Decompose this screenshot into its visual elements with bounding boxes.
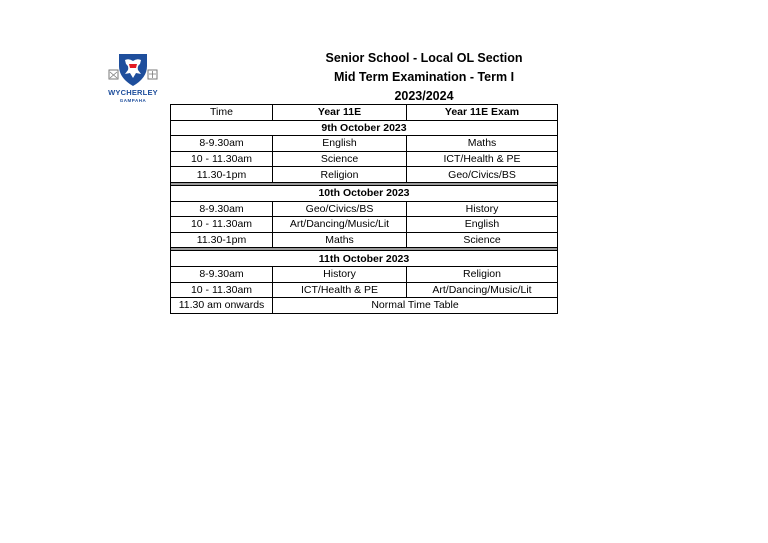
day-date: 11th October 2023 [171, 251, 558, 267]
normal-timetable-note: Normal Time Table [273, 298, 558, 314]
time-cell: 10 - 11.30am [171, 282, 273, 298]
heading-academic-year: 2023/2024 [394, 89, 454, 103]
exam-subject-cell: Geo/Civics/BS [407, 167, 558, 183]
day-header-row [171, 251, 558, 267]
exam-subject-cell: Art/Dancing/Music/Lit [407, 282, 558, 298]
table-row [171, 232, 558, 248]
table-row-final [171, 298, 558, 314]
year11e-subject-cell: History [273, 266, 407, 282]
table-header-row [171, 105, 558, 121]
year11e-subject-cell: Religion [273, 167, 407, 183]
column-header-year11e: Year 11E [273, 105, 407, 121]
time-cell: 10 - 11.30am [171, 217, 273, 233]
year11e-subject-cell: Art/Dancing/Music/Lit [273, 217, 407, 233]
year11e-subject-cell: ICT/Health & PE [273, 282, 407, 298]
school-logo-subname: GAMPAHA [119, 98, 147, 103]
column-header-year11e-exam: Year 11E Exam [407, 105, 558, 121]
day-header-row [171, 120, 558, 136]
time-cell: 11.30 am onwards [171, 298, 273, 314]
column-header-time: Time [171, 105, 273, 121]
year11e-subject-cell: Geo/Civics/BS [273, 201, 407, 217]
day-header-row [171, 185, 558, 201]
exam-subject-cell: English [407, 217, 558, 233]
heading-school-section: Senior School - Local OL Section [325, 51, 523, 65]
year11e-subject-cell: English [273, 136, 407, 152]
table-row [171, 136, 558, 152]
table-row [171, 217, 558, 233]
table-row [171, 266, 558, 282]
year11e-subject-cell: Science [273, 151, 407, 167]
exam-subject-cell: Science [407, 232, 558, 248]
time-cell: 11.30-1pm [171, 167, 273, 183]
year11e-subject-cell: Maths [273, 232, 407, 248]
time-cell: 11.30-1pm [171, 232, 273, 248]
exam-subject-cell: Maths [407, 136, 558, 152]
heading-exam-title: Mid Term Examination - Term I [333, 70, 515, 84]
table-row [171, 151, 558, 167]
table-row [171, 282, 558, 298]
exam-subject-cell: Religion [407, 266, 558, 282]
exam-subject-cell: History [407, 201, 558, 217]
day-date: 10th October 2023 [171, 185, 558, 201]
document-heading [280, 49, 568, 106]
school-logo-name: WYCHERLEY [108, 88, 158, 97]
table-row [171, 167, 558, 183]
exam-subject-cell: ICT/Health & PE [407, 151, 558, 167]
time-cell: 8-9.30am [171, 136, 273, 152]
day-date: 9th October 2023 [171, 120, 558, 136]
table-row [171, 201, 558, 217]
time-cell: 8-9.30am [171, 201, 273, 217]
exam-timetable [170, 104, 558, 314]
time-cell: 8-9.30am [171, 266, 273, 282]
time-cell: 10 - 11.30am [171, 151, 273, 167]
crest-icon [107, 52, 159, 88]
